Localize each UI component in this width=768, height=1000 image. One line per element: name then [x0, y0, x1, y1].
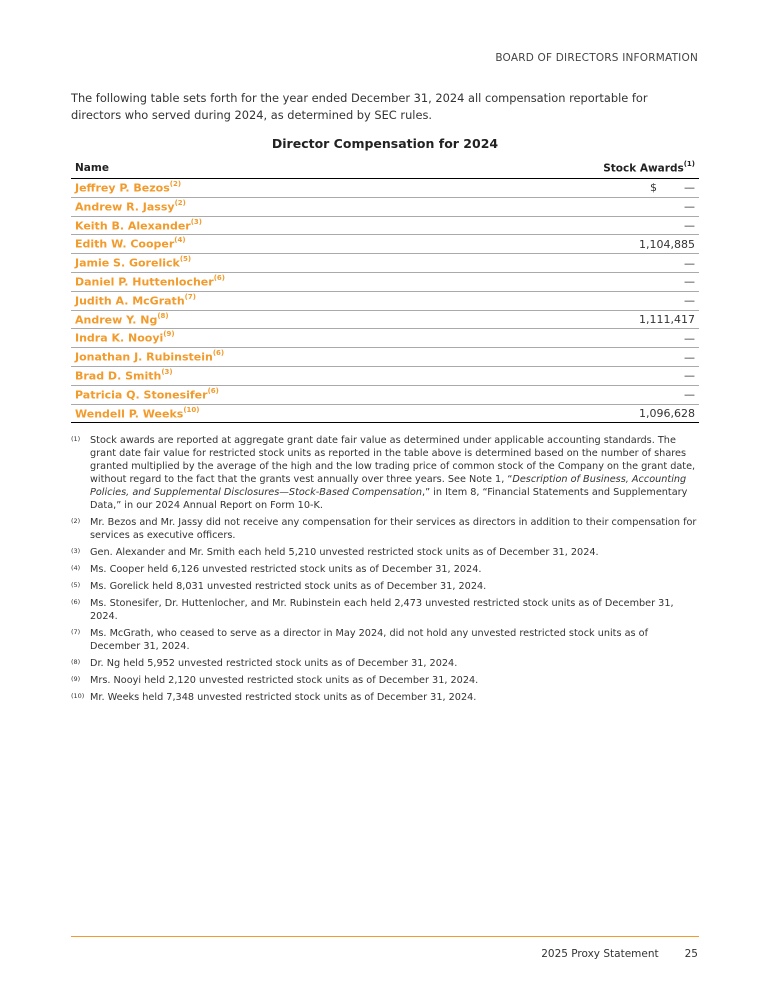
stock-award-value	[456, 366, 699, 385]
director-name-text: Judith A. McGrath	[75, 294, 185, 308]
stock-award-amount: —	[684, 256, 695, 270]
section-header: BOARD OF DIRECTORS INFORMATION	[495, 52, 698, 64]
footnote-italic-reference: Description of Business, Accounting Policies, and Supplemental Disclosures—Stock-Based Compensation	[90, 474, 687, 498]
footnote-text: Mrs. Nooyi held 2,120 unvested restricted stock units as of December 31, 2024.	[90, 675, 479, 686]
footnote-text	[90, 434, 699, 512]
currency-symbol: $	[650, 181, 657, 195]
stock-award-amount: —	[684, 275, 695, 289]
stock-award-amount: —	[684, 218, 695, 232]
director-name	[71, 404, 456, 423]
footnote-marker: (10)	[71, 692, 85, 700]
director-name	[71, 254, 456, 273]
column-header-stock-awards	[456, 158, 699, 179]
stock-award-value	[456, 329, 699, 348]
stock-award-value	[456, 254, 699, 273]
footnote-text: Ms. Stonesifer, Dr. Huttenlocher, and Mr. Rubinstein each held 2,473 unvested restricted stock units as of December 31, 2024.	[90, 598, 674, 622]
footnote-1	[71, 434, 699, 512]
footnote-ref: (2)	[169, 180, 182, 189]
table-header-row	[71, 158, 699, 179]
stock-award-amount: —	[684, 350, 695, 364]
footnote-text: Ms. Cooper held 6,126 unvested restricted stock units as of December 31, 2024.	[90, 564, 482, 575]
table-row	[71, 235, 699, 254]
director-name	[71, 197, 456, 216]
page-footer	[541, 948, 698, 960]
director-name-text: Indra K. Nooyi	[75, 332, 164, 346]
footnote-3	[71, 546, 699, 559]
table-row	[71, 329, 699, 348]
table-row	[71, 254, 699, 273]
footnote-ref: (3)	[190, 217, 203, 226]
stock-award-value	[456, 385, 699, 404]
footnote-marker: (1)	[71, 435, 81, 443]
footnote-marker: (2)	[71, 517, 81, 525]
footnote-ref: (2)	[174, 198, 186, 207]
director-name-text: Andrew Y. Ng	[75, 313, 158, 327]
table-row	[71, 216, 699, 235]
table-row	[71, 385, 699, 404]
director-name-text: Brad D. Smith	[75, 369, 162, 383]
stock-award-value	[456, 216, 699, 235]
footnotes	[71, 434, 699, 708]
footnote-marker: (3)	[71, 547, 81, 555]
director-name-text: Wendell P. Weeks	[75, 407, 184, 421]
director-name-text: Daniel P. Huttenlocher	[75, 275, 214, 289]
footnote-5	[71, 580, 699, 593]
footnote-marker: (5)	[71, 581, 81, 589]
footnote-marker: (6)	[71, 598, 81, 606]
footnote-6	[71, 597, 699, 623]
director-name	[71, 385, 456, 404]
director-name-text: Edith W. Cooper	[75, 238, 175, 252]
footer-divider	[71, 936, 699, 937]
stock-award-amount: —	[684, 331, 695, 345]
footnote-marker: (4)	[71, 564, 81, 572]
stock-award-amount: 1,104,885	[639, 237, 695, 251]
director-name	[71, 235, 456, 254]
stock-award-value	[456, 179, 699, 198]
footnote-2	[71, 516, 699, 542]
director-name-text: Jonathan J. Rubinstein	[75, 350, 213, 364]
stock-award-value	[456, 291, 699, 310]
footnote-ref: (6)	[207, 386, 219, 395]
stock-award-amount: —	[684, 294, 695, 308]
footnote-ref: (10)	[183, 405, 200, 414]
table-row	[71, 310, 699, 329]
footnote-text: Mr. Weeks held 7,348 unvested restricted stock units as of December 31, 2024.	[90, 692, 477, 703]
table-row	[71, 179, 699, 198]
table-row	[71, 272, 699, 291]
stock-award-amount: —	[684, 181, 695, 195]
footnote-marker: (9)	[71, 675, 81, 683]
column-header-name	[71, 158, 456, 179]
table-row	[71, 291, 699, 310]
stock-award-value	[456, 348, 699, 367]
stock-award-amount: 1,111,417	[639, 312, 695, 326]
stock-award-value	[456, 272, 699, 291]
stock-award-amount: —	[684, 200, 695, 214]
director-name	[71, 329, 456, 348]
stock-award-value	[456, 235, 699, 254]
director-name-text: Keith B. Alexander	[75, 219, 191, 233]
footnote-text: Mr. Bezos and Mr. Jassy did not receive any compensation for their services as directors in addition to their compensation for services as executive officers.	[90, 517, 697, 541]
stock-award-amount: —	[684, 388, 695, 402]
director-name	[71, 216, 456, 235]
director-name-text: Patricia Q. Stonesifer	[75, 388, 208, 402]
director-name	[71, 291, 456, 310]
footnote-ref: (9)	[163, 330, 175, 339]
footnote-text: Dr. Ng held 5,952 unvested restricted stock units as of December 31, 2024.	[90, 658, 458, 669]
footnote-ref: (8)	[157, 311, 169, 320]
stock-award-amount: 1,096,628	[639, 406, 695, 420]
director-name	[71, 310, 456, 329]
footnote-text: Gen. Alexander and Mr. Smith each held 5,210 unvested restricted stock units as of December 31, 2024.	[90, 547, 599, 558]
footnote-9	[71, 674, 699, 687]
footnote-ref: (5)	[179, 255, 192, 264]
stock-award-value	[456, 197, 699, 216]
footnote-ref: (7)	[184, 292, 196, 301]
table-title: Director Compensation for 2024	[271, 136, 499, 151]
footnote-ref: (6)	[212, 349, 225, 358]
column-header-name-label: Name	[75, 162, 109, 174]
director-compensation-table	[71, 158, 699, 423]
footnote-ref: (1)	[683, 160, 695, 169]
director-name	[71, 272, 456, 291]
footnote-10	[71, 691, 699, 704]
director-name	[71, 366, 456, 385]
director-name-text: Jeffrey P. Bezos	[75, 181, 170, 195]
footnote-7	[71, 627, 699, 653]
intro-paragraph: The following table sets forth for the year ended December 31, 2024 all compensation reportable for directors who served during 2024, as determined by SEC rules.	[71, 91, 648, 122]
page-number: 25	[684, 948, 698, 960]
footnote-text-part: ,” in Item 8, “Financial Statements and Supplementary Data,” in our 2024 Annual Report on Form 10-K.	[90, 487, 688, 511]
footnote-ref: (3)	[161, 368, 173, 377]
column-header-stock-awards-label: Stock Awards	[603, 162, 684, 175]
document-title: 2025 Proxy Statement	[541, 948, 659, 960]
footnote-text: Ms. Gorelick held 8,031 unvested restricted stock units as of December 31, 2024.	[90, 581, 487, 592]
footnote-ref: (4)	[174, 236, 186, 245]
table-row	[71, 366, 699, 385]
footnote-marker: (8)	[71, 658, 81, 666]
director-name	[71, 348, 456, 367]
footnote-text: Ms. McGrath, who ceased to serve as a director in May 2024, did not hold any unvested restricted stock units as of December 31, 2024.	[90, 628, 649, 652]
footnote-8	[71, 657, 699, 670]
table-row	[71, 404, 699, 423]
director-name	[71, 179, 456, 198]
stock-award-value	[456, 310, 699, 329]
footnote-marker: (7)	[71, 628, 81, 636]
director-name-text: Jamie S. Gorelick	[75, 256, 180, 270]
table-row	[71, 348, 699, 367]
director-name-text: Andrew R. Jassy	[75, 200, 175, 214]
table-row	[71, 197, 699, 216]
stock-award-value	[456, 404, 699, 423]
footnote-4	[71, 563, 699, 576]
footnote-ref: (6)	[213, 274, 225, 283]
stock-award-amount: —	[684, 369, 695, 383]
footnote-text-part: Stock awards are reported at aggregate grant date fair value as determined under applicable accounting standards. The grant date fair value for restricted stock units as reported in the table above is determined based on the number of shares granted multiplied by the average of the high and the low trading price of common stock of the Company on the grant date, without regard to the fact that the grants vest annually over three years. See Note 1, “	[90, 435, 696, 485]
